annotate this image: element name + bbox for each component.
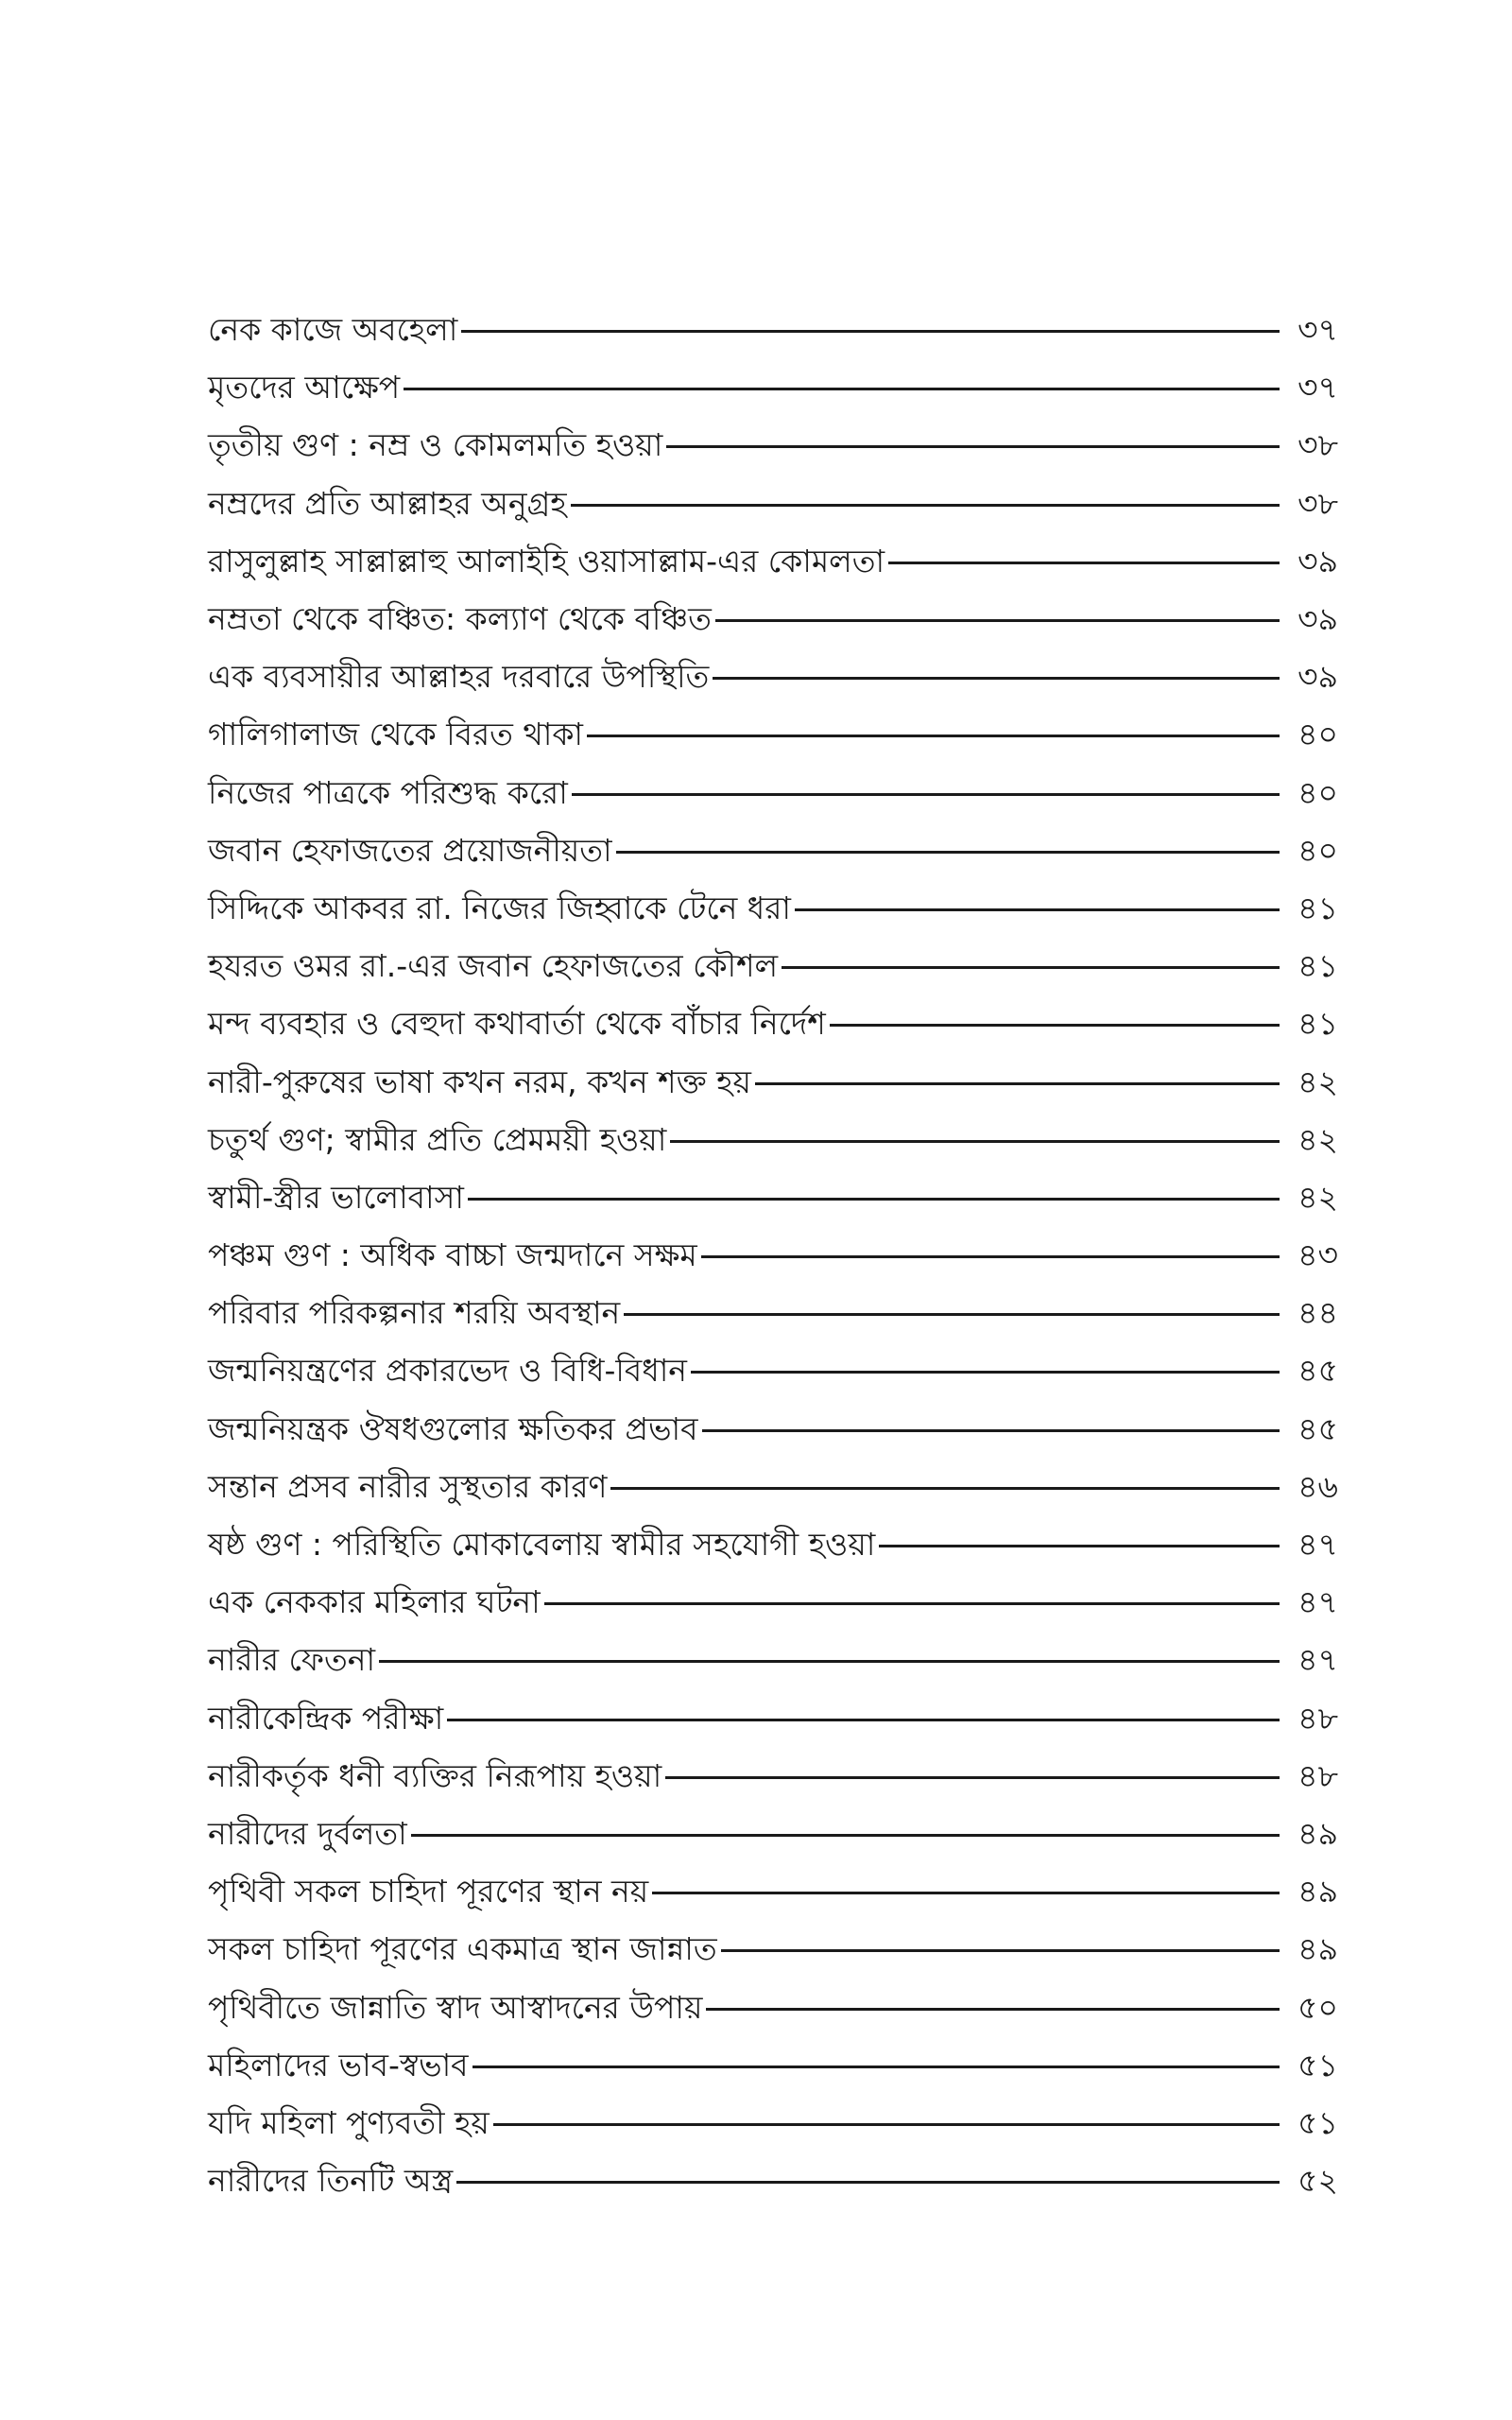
toc-leader-line <box>713 677 1280 680</box>
toc-entry-title: নারীদের দুর্বলতা <box>208 1814 407 1852</box>
toc-entry-page-number: ৫১ <box>1297 2046 1338 2083</box>
toc-entry[interactable] <box>208 821 1338 879</box>
toc-entry[interactable] <box>208 1920 1338 1978</box>
toc-leader-line <box>782 966 1280 969</box>
toc-entry[interactable] <box>208 2036 1338 2094</box>
toc-leader-line <box>830 1024 1280 1027</box>
toc-entry-page-number: ৪২ <box>1297 1063 1338 1100</box>
toc-entry[interactable] <box>208 705 1338 763</box>
toc-entry[interactable] <box>208 532 1338 590</box>
toc-entry-page-number: ৪৯ <box>1297 1814 1338 1852</box>
toc-leader-line <box>404 388 1280 390</box>
toc-entry-title: নিজের পাত্রকে পরিশুদ্ধ করো <box>208 773 568 811</box>
toc-entry[interactable] <box>208 937 1338 994</box>
toc-entry[interactable] <box>208 475 1338 532</box>
toc-entry-page-number: ৪২ <box>1297 1120 1338 1158</box>
toc-entry-title: তৃতীয় গুণ : নম্র ও কোমলমতি হওয়া <box>208 426 663 464</box>
toc-entry[interactable] <box>208 879 1338 937</box>
toc-leader-line <box>616 851 1280 854</box>
toc-entry-title: জন্মনিয়ন্ত্রক ঔষধগুলোর ক্ষতিকর প্রভাব <box>208 1409 698 1447</box>
toc-entry-page-number: ৪৮ <box>1297 1756 1338 1794</box>
toc-leader-line <box>461 330 1280 333</box>
toc-entry[interactable] <box>208 1631 1338 1688</box>
toc-entry[interactable] <box>208 1341 1338 1399</box>
toc-entry[interactable] <box>208 2094 1338 2152</box>
toc-entry-title: যদি মহিলা পুণ্যবতী হয় <box>208 2103 490 2141</box>
toc-entry-title: হযরত ওমর রা.-এর জবান হেফাজতের কৌশল <box>208 947 779 985</box>
toc-entry-title: মহিলাদের ভাব-স্বভাব <box>208 2046 469 2083</box>
toc-leader-line <box>587 735 1280 737</box>
toc-entry-title: নম্রতা থেকে বঞ্চিত: কল্যাণ থেকে বঞ্চিত <box>208 600 712 638</box>
toc-entry-page-number: ৩৮ <box>1297 426 1338 464</box>
toc-entry[interactable] <box>208 1862 1338 1920</box>
toc-entry[interactable] <box>208 1458 1338 1515</box>
toc-leader-line <box>879 1545 1280 1547</box>
toc-entry-title: সন্তান প্রসব নারীর সুস্থতার কারণ <box>208 1467 608 1505</box>
toc-entry[interactable] <box>208 648 1338 705</box>
toc-entry-title: নারীকেন্দ্রিক পরীক্ষা <box>208 1699 444 1737</box>
toc-entry[interactable] <box>208 416 1338 474</box>
toc-entry[interactable] <box>208 1168 1338 1226</box>
toc-leader-line <box>610 1487 1280 1490</box>
toc-entry-title: চতুর্থ গুণ; স্বামীর প্রতি প্রেমময়ী হওয়া <box>208 1120 667 1158</box>
toc-entry[interactable] <box>208 2152 1338 2209</box>
toc-leader-line <box>411 1834 1280 1837</box>
toc-entry-page-number: ৪৭ <box>1297 1526 1338 1564</box>
toc-leader-line <box>379 1660 1280 1663</box>
toc-entry[interactable] <box>208 590 1338 648</box>
toc-leader-line <box>721 1949 1280 1952</box>
toc-leader-line <box>468 1198 1280 1201</box>
toc-leader-line <box>652 1892 1280 1894</box>
toc-entry[interactable] <box>208 1284 1338 1341</box>
toc-entry-page-number: ৫১ <box>1297 2103 1338 2141</box>
toc-entry-title: নারীকর্তৃক ধনী ব্যক্তির নিরূপায় হওয়া <box>208 1756 662 1794</box>
toc-entry-title: পৃথিবী সকল চাহিদা পূরণের স্থান নয় <box>208 1873 649 1910</box>
toc-entry[interactable] <box>208 301 1338 358</box>
toc-entry-title: জন্মনিয়ন্ত্রণের প্রকারভেদ ও বিধি-বিধান <box>208 1352 687 1390</box>
toc-entry-title: পৃথিবীতে জান্নাতি স্বাদ আস্বাদনের উপায় <box>208 1988 703 2026</box>
toc-entry-title: মন্দ ব্যবহার ও বেহুদা কথাবার্তা থেকে বাঁচার নির্দেশ <box>208 1005 826 1043</box>
toc-entry-page-number: ৪১ <box>1297 947 1338 985</box>
toc-entry[interactable] <box>208 1400 1338 1458</box>
toc-entry-title: নারী-পুরুষের ভাষা কখন নরম, কখন শক্ত হয় <box>208 1063 751 1100</box>
toc-entry-page-number: ৫২ <box>1297 2162 1338 2200</box>
toc-entry[interactable] <box>208 1226 1338 1284</box>
toc-entry-page-number: ৪৮ <box>1297 1699 1338 1737</box>
toc-leader-line <box>447 1719 1280 1721</box>
table-of-contents <box>208 301 1338 2209</box>
toc-entry-page-number: ৪৬ <box>1297 1467 1338 1505</box>
toc-entry-page-number: ৪৫ <box>1297 1409 1338 1447</box>
toc-entry-page-number: ৩৮ <box>1297 484 1338 522</box>
toc-entry[interactable] <box>208 1111 1338 1168</box>
toc-entry-title: রাসুলুল্লাহ সাল্লাল্লাহু আলাইহি ওয়াসাল্লাম-এর কোমলতা <box>208 542 885 579</box>
toc-entry-page-number: ৪৭ <box>1297 1641 1338 1679</box>
toc-entry[interactable] <box>208 1515 1338 1573</box>
toc-entry[interactable] <box>208 358 1338 416</box>
toc-leader-line <box>456 2181 1280 2184</box>
toc-leader-line <box>572 793 1280 796</box>
toc-entry[interactable] <box>208 994 1338 1052</box>
toc-entry-title: এক নেককার মহিলার ঘটনা <box>208 1583 541 1621</box>
toc-entry-title: পঞ্চম গুণ : অধিক বাচ্চা জন্মদানে সক্ষম <box>208 1236 697 1274</box>
toc-leader-line <box>755 1082 1280 1085</box>
toc-entry[interactable] <box>208 1052 1338 1110</box>
toc-entry-page-number: ৩৭ <box>1297 311 1338 349</box>
toc-entry-title: জবান হেফাজতের প্রয়োজনীয়তা <box>208 831 612 869</box>
toc-entry-title: এক ব্যবসায়ীর আল্লাহর দরবারে উপস্থিতি <box>208 658 710 696</box>
toc-leader-line <box>691 1371 1280 1374</box>
toc-entry[interactable] <box>208 1573 1338 1631</box>
toc-leader-line <box>624 1313 1280 1316</box>
toc-entry[interactable] <box>208 1747 1338 1805</box>
toc-entry-title: নারীর ফেতনা <box>208 1641 376 1679</box>
toc-leader-line <box>715 619 1280 622</box>
toc-entry-title: নেক কাজে অবহেলা <box>208 311 458 349</box>
toc-entry-page-number: ৪১ <box>1297 1005 1338 1043</box>
toc-entry[interactable] <box>208 764 1338 821</box>
toc-entry-page-number: ৩৯ <box>1297 542 1338 579</box>
toc-entry-title: সকল চাহিদা পূরণের একমাত্র স্থান জান্নাত <box>208 1930 717 1968</box>
toc-entry-page-number: ৩৯ <box>1297 658 1338 696</box>
toc-entry-page-number: ৪১ <box>1297 889 1338 926</box>
toc-leader-line <box>544 1602 1280 1605</box>
toc-entry-title: সিদ্দিকে আকবর রা. নিজের জিহ্বাকে টেনে ধরা <box>208 889 792 926</box>
toc-entry[interactable] <box>208 1805 1338 1862</box>
toc-entry-page-number: ৩৯ <box>1297 600 1338 638</box>
toc-entry-title: নম্রদের প্রতি আল্লাহর অনুগ্রহ <box>208 484 567 522</box>
toc-leader-line <box>571 504 1280 507</box>
toc-entry-page-number: ৪০ <box>1297 831 1338 869</box>
toc-entry-page-number: ৪৯ <box>1297 1873 1338 1910</box>
toc-entry-page-number: ৪৯ <box>1297 1930 1338 1968</box>
toc-leader-line <box>670 1140 1280 1143</box>
toc-leader-line <box>493 2123 1280 2126</box>
toc-leader-line <box>701 1255 1280 1258</box>
toc-leader-line <box>472 2066 1280 2068</box>
toc-entry-page-number: ৪০ <box>1297 716 1338 753</box>
toc-entry-title: পরিবার পরিকল্পনার শরয়ি অবস্থান <box>208 1294 621 1332</box>
toc-leader-line <box>795 908 1280 911</box>
toc-entry[interactable] <box>208 1689 1338 1747</box>
toc-entry-page-number: ৪৩ <box>1297 1236 1338 1274</box>
toc-entry-page-number: ৪৭ <box>1297 1583 1338 1621</box>
toc-entry-page-number: ৫০ <box>1297 1988 1338 2026</box>
toc-leader-line <box>665 1776 1280 1779</box>
toc-leader-line <box>702 1429 1280 1432</box>
toc-entry-page-number: ৪৫ <box>1297 1352 1338 1390</box>
toc-entry[interactable] <box>208 1978 1338 2035</box>
toc-entry-page-number: ৩৭ <box>1297 369 1338 406</box>
toc-entry-page-number: ৪৪ <box>1297 1294 1338 1332</box>
toc-entry-title: মৃতদের আক্ষেপ <box>208 369 401 406</box>
toc-leader-line <box>666 445 1280 448</box>
toc-entry-page-number: ৪০ <box>1297 773 1338 811</box>
toc-entry-page-number: ৪২ <box>1297 1178 1338 1216</box>
toc-entry-title: গালিগালাজ থেকে বিরত থাকা <box>208 716 584 753</box>
toc-leader-line <box>706 2008 1280 2011</box>
toc-leader-line <box>888 562 1280 564</box>
toc-entry-title: নারীদের তিনটি অস্ত্র <box>208 2162 454 2200</box>
toc-entry-title: স্বামী-স্ত্রীর ভালোবাসা <box>208 1178 464 1216</box>
toc-entry-title: ষষ্ঠ গুণ : পরিস্থিতি মোকাবেলায় স্বামীর সহযোগী হওয়া <box>208 1526 876 1564</box>
